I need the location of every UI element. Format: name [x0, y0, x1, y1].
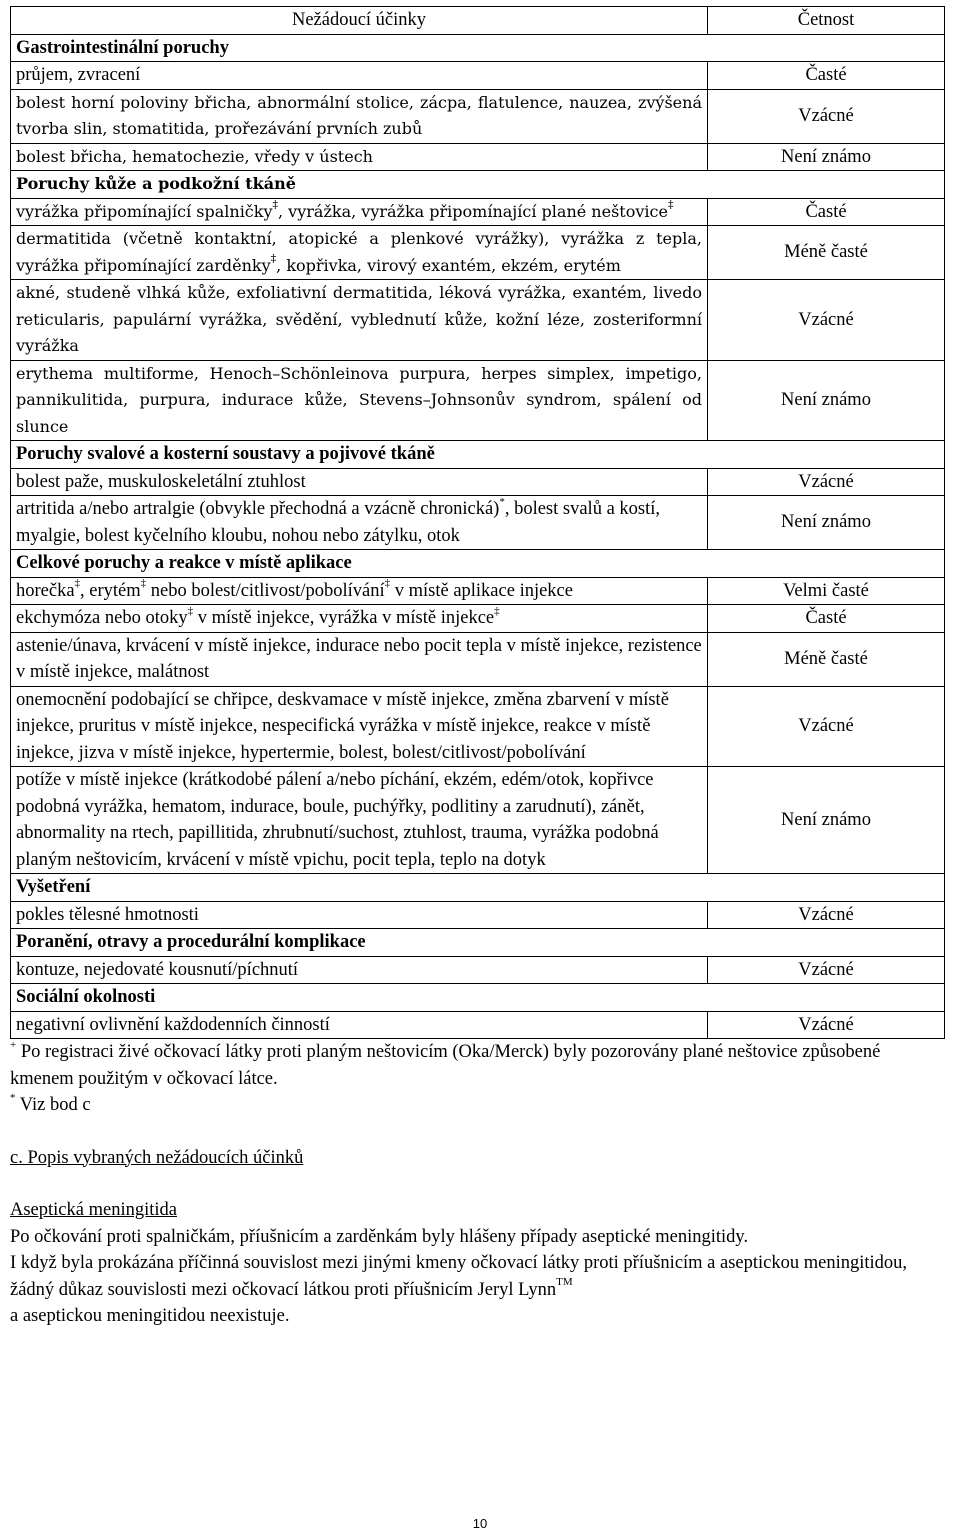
group-row	[11, 874, 945, 902]
effect-cell: bolest břicha, hematochezie, vředy v ústech	[11, 143, 708, 171]
frequency-cell: Vzácné	[708, 1011, 945, 1039]
group-title-injury: Poranění, otravy a procedurální komplikace	[11, 929, 945, 957]
paragraph-2-text: I když byla prokázána příčinná souvislost mezi jinými kmeny očkovací látky proti příušnicím a aseptickou meningitidou, žádný důkaz souvislosti mezi očkovací látkou proti příušnicím Jeryl Lynn	[10, 1253, 908, 1300]
effect-cell: průjem, zvracení	[11, 62, 708, 90]
table-header-row	[11, 7, 945, 35]
table-row	[11, 226, 945, 280]
effect-cell: bolest paže, muskuloskeletální ztuhlost	[11, 468, 708, 496]
table-row	[11, 605, 945, 633]
frequency-cell: Vzácné	[708, 956, 945, 984]
table-row	[11, 280, 945, 361]
page-number: 10	[472, 1516, 488, 1531]
frequency-cell: Méně časté	[708, 226, 945, 280]
effect-cell: akné, studeně vlhká kůže, exfoliativní dermatitida, léková vyrážka, exantém, livedo reticularis, papulární vyrážka, svědění, vyblednutí kůže, kožní léze, zosteriformní vyrážka	[11, 280, 708, 361]
table-row	[11, 143, 945, 171]
double-dagger-mark: ‡	[272, 198, 278, 212]
spacer	[10, 1171, 946, 1197]
frequency-cell: Není známo	[708, 496, 945, 550]
section-subheading: Aseptická meningitida	[10, 1200, 177, 1220]
effect-text: horečka	[16, 580, 75, 601]
plus-mark: +	[10, 1038, 17, 1051]
frequency-cell: Vzácné	[708, 89, 945, 143]
paragraph-1: Po očkování proti spalničkám, příušnicím a zarděnkám byly hlášeny případy aseptické meningitidy.	[10, 1226, 749, 1247]
frequency-cell: Není známo	[708, 360, 945, 441]
effect-text: , erytém	[80, 580, 141, 601]
frequency-cell: Časté	[708, 605, 945, 633]
group-title-gi: Gastrointestinální poruchy	[11, 34, 945, 62]
effect-cell: astenie/únava, krvácení v místě injekce, indurace nebo pocit tepla v místě injekce, rezistence v místě injekce, malátnost	[11, 632, 708, 686]
spacer	[10, 1119, 946, 1145]
effect-text: nebo bolest/citlivost/pobolívání	[146, 580, 385, 601]
double-dagger-mark: ‡	[270, 252, 277, 266]
frequency-cell: Časté	[708, 62, 945, 90]
double-dagger-mark: ‡	[140, 577, 147, 590]
asterisk-mark: *	[10, 1091, 16, 1104]
table-row	[11, 360, 945, 441]
table-row	[11, 89, 945, 143]
paragraph-2	[10, 1250, 946, 1330]
group-title-social: Sociální okolnosti	[11, 984, 945, 1012]
section-heading: c. Popis vybraných nežádoucích účinků	[10, 1147, 304, 1168]
frequency-cell: Velmi časté	[708, 577, 945, 605]
group-row	[11, 984, 945, 1012]
effect-text: v místě injekce, vyrážka v místě injekce	[193, 608, 495, 628]
table-row	[11, 632, 945, 686]
group-row	[11, 550, 945, 578]
effect-text: artritida a/nebo artralgie (obvykle přechodná a vzácně chronická)	[16, 499, 500, 519]
table-row	[11, 767, 945, 874]
effect-cell	[11, 605, 708, 633]
double-dagger-mark: ‡	[494, 604, 500, 617]
double-dagger-mark: ‡	[667, 198, 674, 212]
effect-text: , vyrážka, vyrážka připomínající plané neštovice	[278, 201, 668, 221]
footnote-star	[10, 1092, 946, 1119]
frequency-cell: Není známo	[708, 767, 945, 874]
double-dagger-mark: ‡	[187, 604, 194, 617]
effect-cell	[11, 198, 708, 226]
adverse-effects-table	[10, 6, 945, 1039]
effect-cell	[11, 577, 708, 605]
frequency-cell: Není známo	[708, 143, 945, 171]
table-row	[11, 956, 945, 984]
effect-text: ekchymóza nebo otoky	[16, 608, 188, 628]
table-row	[11, 577, 945, 605]
paragraph-2-end: a aseptickou meningitidou neexistuje.	[10, 1306, 290, 1326]
frequency-cell: Vzácné	[708, 901, 945, 929]
effect-text: , bolest svalů a kostí, myalgie, bolest kyčelního kloubu, nohou nebo zátylku, otok	[16, 499, 661, 546]
effect-cell: erythema multiforme, Henoch–Schönleinova purpura, herpes simplex, impetigo, pannikulitida, purpura, indurace kůže, Stevens–Johnsonův syndrom, spálení od slunce	[11, 360, 708, 441]
group-title-skin: Poruchy kůže a podkožní tkáně	[11, 171, 945, 199]
group-row	[11, 441, 945, 469]
frequency-cell: Vzácné	[708, 686, 945, 767]
footnote-star-text: Viz bod c	[19, 1095, 91, 1115]
frequency-cell: Časté	[708, 198, 945, 226]
footnote-plus-text: Po registraci živé očkovací látky proti planým neštovicím (Oka/Merck) byly pozorovány plané neštovice způsobené kmenem použitým v očkovací látce.	[10, 1042, 881, 1089]
effect-cell	[11, 496, 708, 550]
table-row	[11, 686, 945, 767]
effect-cell: pokles tělesné hmotnosti	[11, 901, 708, 929]
double-dagger-mark: ‡	[384, 577, 391, 590]
effect-cell: bolest horní poloviny břicha, abnormální stolice, zácpa, flatulence, nauzea, zvýšená tvorba slin, stomatitida, prořezávání prvních zubů	[11, 89, 708, 143]
header-frequency: Četnost	[708, 7, 945, 35]
table-row	[11, 496, 945, 550]
effect-cell: kontuze, nejedovaté kousnutí/píchnutí	[11, 956, 708, 984]
footnote-plus	[10, 1039, 946, 1092]
effect-cell: potíže v místě injekce (krátkodobé pálení a/nebo píchání, ekzém, edém/otok, kopřivce podobná vyrážka, hematom, indurace, boule, puchýřky, podlitiny a zarudnutí), zánět, abnormality na rtech, papillitida, zhrubnutí/suchost, ztuhlost, trauma, vyrážka podobná planým neštovicím, krvácení v místě vpichu, pocit tepla, teplo na dotyk	[11, 767, 708, 874]
table-row	[11, 901, 945, 929]
effect-text: v místě aplikace injekce	[390, 580, 573, 601]
frequency-cell: Méně časté	[708, 632, 945, 686]
group-title-musculoskeletal: Poruchy svalové a kosterní soustavy a pojivové tkáně	[11, 441, 945, 469]
effect-text: , kopřivka, virový exantém, ekzém, erytém	[276, 255, 621, 275]
asterisk-mark: *	[499, 495, 505, 508]
group-row	[11, 171, 945, 199]
group-row	[11, 929, 945, 957]
header-effects: Nežádoucí účinky	[11, 7, 708, 35]
frequency-cell: Vzácné	[708, 280, 945, 361]
table-row	[11, 468, 945, 496]
table-row	[11, 62, 945, 90]
document-page	[10, 6, 946, 1330]
frequency-cell: Vzácné	[708, 468, 945, 496]
group-row	[11, 34, 945, 62]
double-dagger-mark: ‡	[74, 577, 81, 590]
trademark-mark: TM	[556, 1276, 573, 1289]
group-title-investigations: Vyšetření	[11, 874, 945, 902]
effect-cell	[11, 226, 708, 280]
table-row	[11, 1011, 945, 1039]
effect-text: vyrážka připomínající spalničky	[16, 201, 273, 221]
effect-cell: negativní ovlivnění každodenních činností	[11, 1011, 708, 1039]
group-title-general: Celkové poruchy a reakce v místě aplikace	[11, 550, 945, 578]
table-row	[11, 198, 945, 226]
effect-text: dermatitida (včetně kontaktní, atopické a plenkové vyrážky), vyrážka z tepla, vyrážka připomínající zarděnky	[16, 229, 702, 275]
effect-cell: onemocnění podobající se chřipce, deskvamace v místě injekce, změna zbarvení v místě injekce, pruritus v místě injekce, nespecifická vyrážka v místě injekce, reakce v místě injekce, jizva v místě injekce, hypertermie, bolest, bolest/citlivost/pobolívání	[11, 686, 708, 767]
